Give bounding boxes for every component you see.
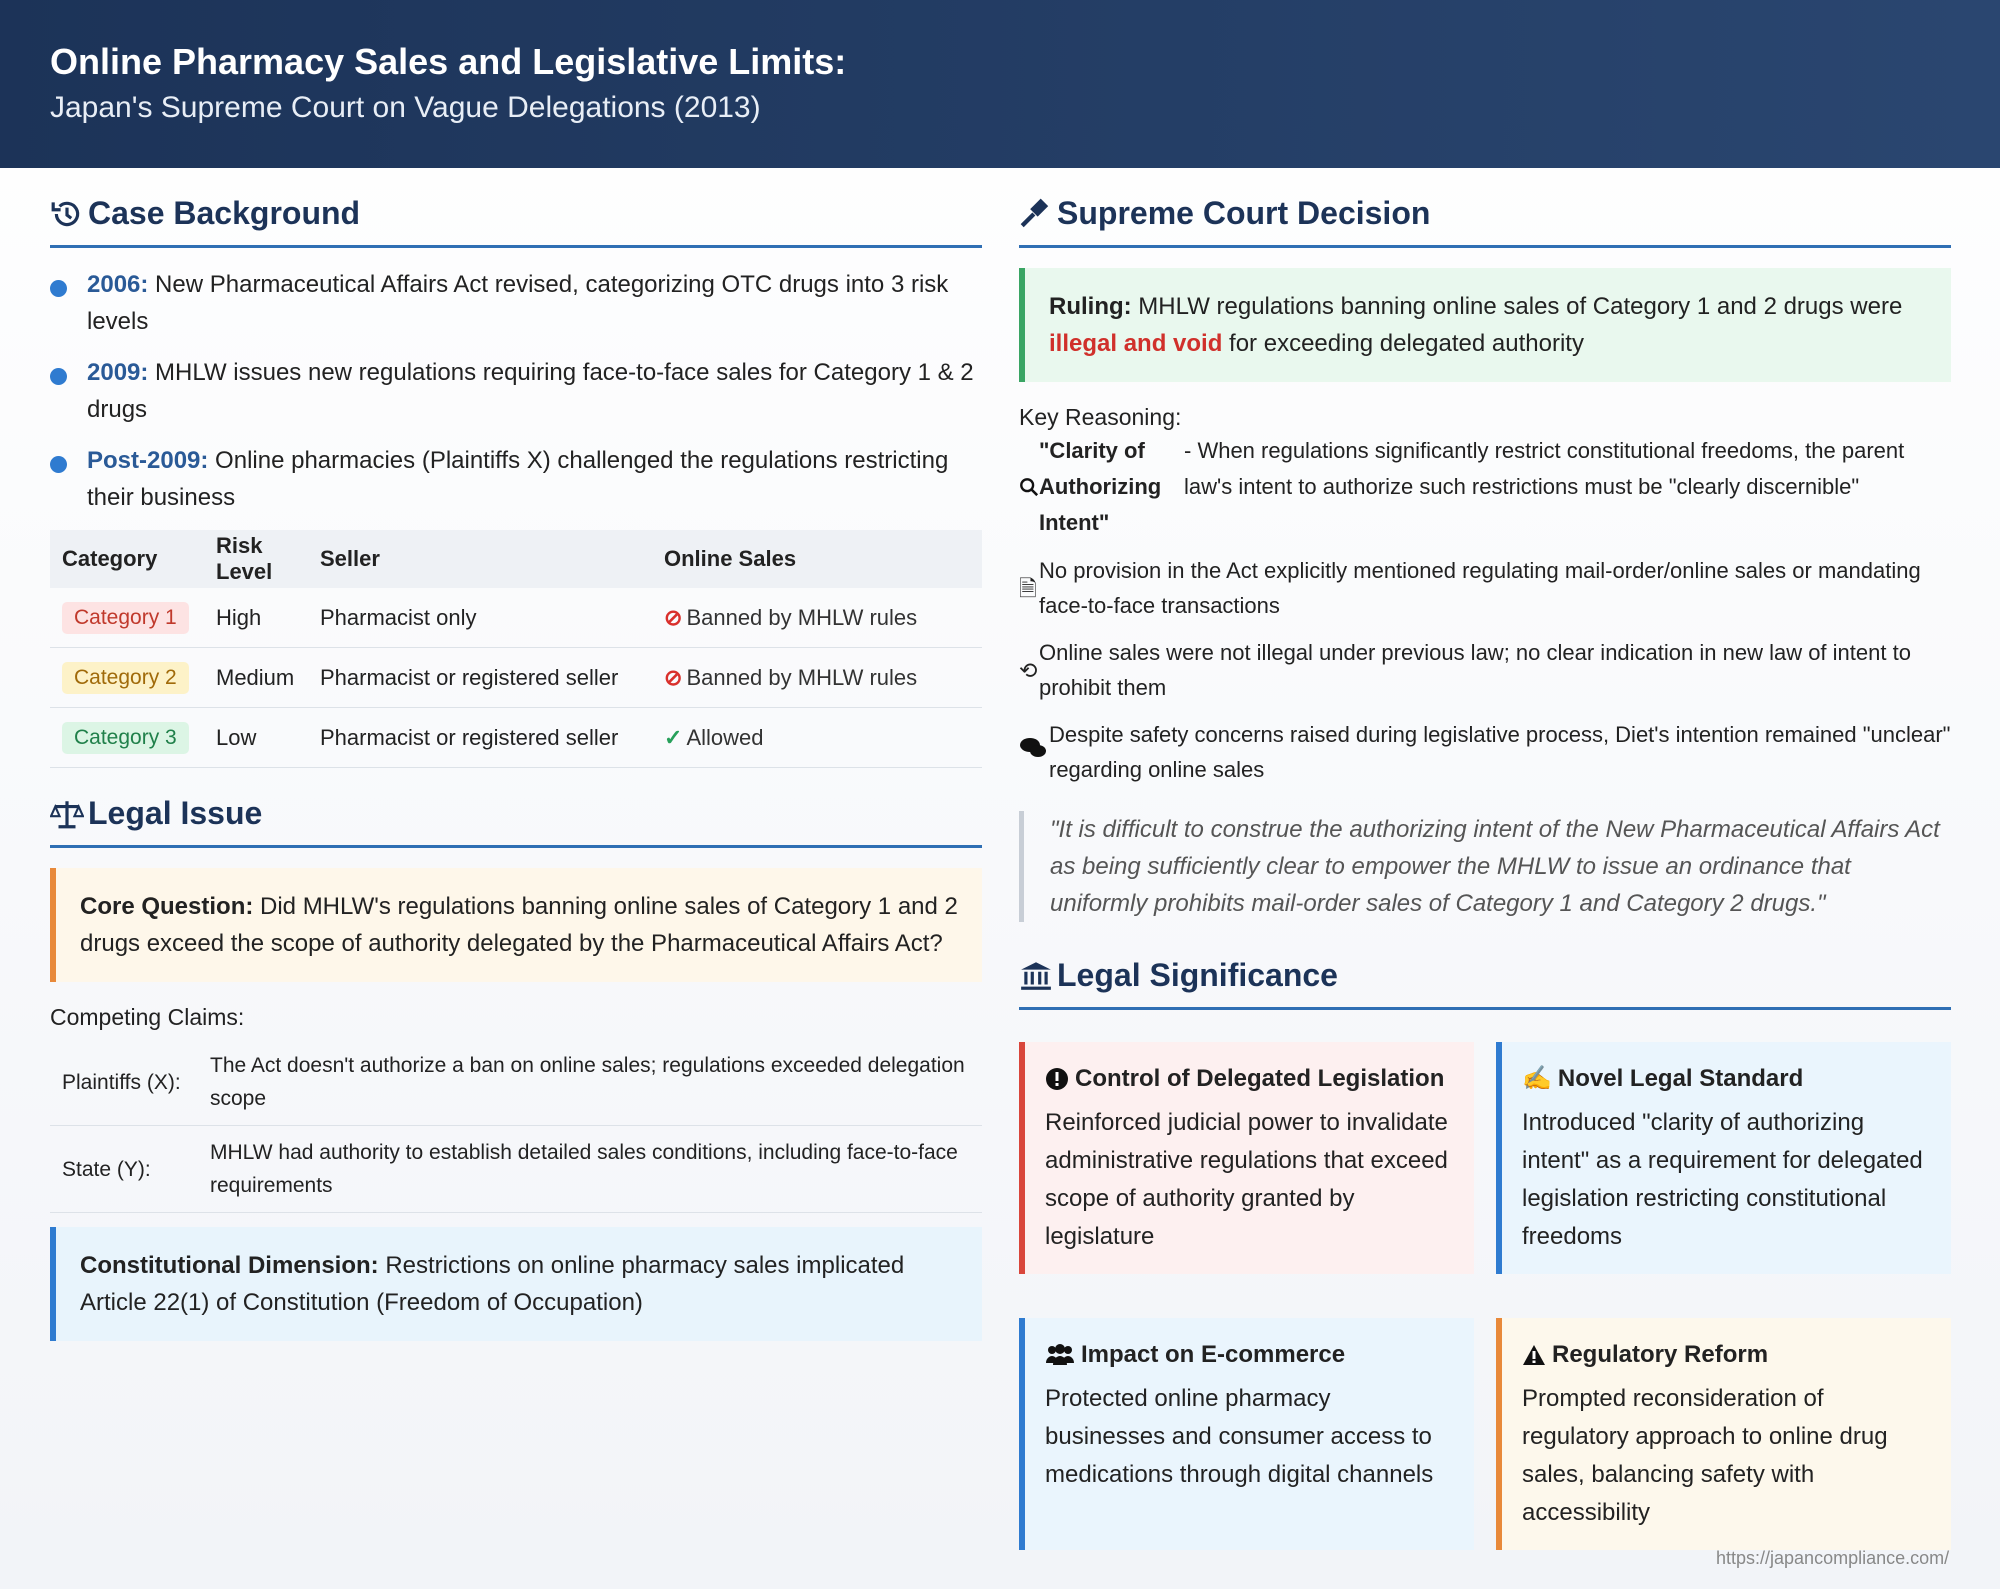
key-reasoning-label: Key Reasoning: bbox=[1019, 404, 1182, 430]
file-signature-icon: ✍ bbox=[1522, 1065, 1552, 1092]
ban-icon: ⊘ bbox=[664, 604, 683, 630]
category-badge: Category 3 bbox=[62, 722, 189, 754]
history-icon bbox=[50, 197, 84, 231]
history-icon: ⟲ bbox=[1019, 657, 1038, 683]
court-quote: "It is difficult to construe the authorizing intent of the New Pharmaceutical Affairs Act as being sufficiently clear to empower the MHLW to issue an ordinance that uniformly prohibits mail-order sales of Category 1 and Category 2 drugs." bbox=[1019, 811, 1951, 922]
card-delegated-legislation: Control of Delegated Legislation Reinforced judicial power to invalidate administrative regulations that exceed scope of authority granted by legislature bbox=[1019, 1042, 1474, 1274]
constitutional-box: Constitutional Dimension: Restrictions on online pharmacy sales implicated Article 22(1) of Constitution (Freedom of Occupation) bbox=[50, 1227, 982, 1341]
section-title-legal-issue: Legal Issue bbox=[50, 790, 982, 848]
search-icon bbox=[1019, 476, 1039, 498]
card-regulatory-reform: Regulatory Reform Prompted reconsideration of regulatory approach to online drug sales, balancing safety with accessibility bbox=[1496, 1318, 1951, 1550]
list-item: 2009: MHLW issues new regulations requiring face-to-face sales for Category 1 & 2 drugs bbox=[50, 354, 982, 428]
exclamation-circle-icon bbox=[1045, 1067, 1069, 1091]
card-novel-standard: ✍ Novel Legal Standard Introduced "clarity of authorizing intent" as a requirement for delegated legislation restricting constitutional freedoms bbox=[1496, 1042, 1951, 1274]
table-row: Plaintiffs (X): The Act doesn't authorize a ban on online sales; regulations exceeded delegation scope bbox=[50, 1039, 982, 1126]
landmark-icon bbox=[1019, 959, 1053, 993]
document-icon: 🗎 bbox=[1019, 575, 1037, 601]
claims-table bbox=[50, 1039, 982, 1213]
check-icon: ✓ bbox=[664, 724, 683, 750]
comments-icon bbox=[1019, 735, 1049, 770]
warning-icon bbox=[1522, 1344, 1546, 1366]
clarity-row bbox=[1019, 433, 1951, 541]
users-icon bbox=[1045, 1343, 1075, 1367]
scale-icon bbox=[50, 797, 84, 831]
gavel-icon bbox=[1019, 197, 1053, 231]
list-item: Post-2009: Online pharmacies (Plaintiffs X) challenged the regulations restricting their business bbox=[50, 442, 982, 516]
header-banner bbox=[0, 0, 2000, 168]
section-title-background: Case Background bbox=[50, 190, 982, 248]
table-header-row: Category Risk Level Seller Online Sales bbox=[50, 530, 982, 588]
clarity-label: "Clarity of Authorizing Intent" bbox=[1039, 438, 1162, 535]
reason-item: ⟲ Online sales were not illegal under previous law; no clear indication in new law of intent to prohibit them bbox=[1019, 640, 1911, 700]
right-column bbox=[1019, 190, 1951, 1550]
category-badge: Category 2 bbox=[62, 662, 189, 694]
ban-icon: ⊘ bbox=[664, 664, 683, 690]
list-item: 2006: New Pharmaceutical Affairs Act revised, categorizing OTC drugs into 3 risk levels bbox=[50, 266, 982, 340]
reason-item: 🗎 No provision in the Act explicitly mentioned regulating mail-order/online sales or mandating face-to-face transactions bbox=[1019, 558, 1921, 618]
table-row: Category 2 Medium Pharmacist or registered seller ⊘ Banned by MHLW rules bbox=[50, 648, 982, 708]
clarity-text: - When regulations significantly restrict constitutional freedoms, the parent law's intent to authorize such restrictions must be "clearly discernible" bbox=[1184, 438, 1905, 499]
significance-cards bbox=[1019, 1042, 1951, 1550]
left-column bbox=[50, 190, 982, 1341]
card-ecommerce: Impact on E-commerce Protected online pharmacy businesses and consumer access to medications through digital channels bbox=[1019, 1318, 1474, 1550]
competing-claims-label: Competing Claims: bbox=[50, 1004, 245, 1030]
background-list bbox=[50, 266, 982, 516]
table-row: Category 1 High Pharmacist only ⊘ Banned by MHLW rules bbox=[50, 588, 982, 648]
section-title-decision: Supreme Court Decision bbox=[1019, 190, 1951, 248]
table-row: State (Y): MHLW had authority to establish detailed sales conditions, including face-to-face requirements bbox=[50, 1126, 982, 1213]
category-table bbox=[50, 530, 982, 768]
page-subtitle: Japan's Supreme Court on Vague Delegations (2013) bbox=[50, 91, 761, 124]
page-title: Online Pharmacy Sales and Legislative Limits: bbox=[50, 41, 847, 82]
core-question-box: Core Question: Did MHLW's regulations banning online sales of Category 1 and 2 drugs exceed the scope of authority delegated by the Pharmaceutical Affairs Act? bbox=[50, 868, 982, 982]
table-row: Category 3 Low Pharmacist or registered seller ✓ Allowed bbox=[50, 708, 982, 768]
category-badge: Category 1 bbox=[62, 602, 189, 634]
reason-item: Despite safety concerns raised during legislative process, Diet's intention remained "unclear" regarding online sales bbox=[1019, 717, 1951, 787]
footer-url: https://japancompliance.com/ bbox=[1716, 1548, 1950, 1568]
section-title-significance: Legal Significance bbox=[1019, 952, 1951, 1010]
ruling-box: Ruling: MHLW regulations banning online sales of Category 1 and 2 drugs were illegal and void for exceeding delegated authority bbox=[1019, 268, 1951, 382]
